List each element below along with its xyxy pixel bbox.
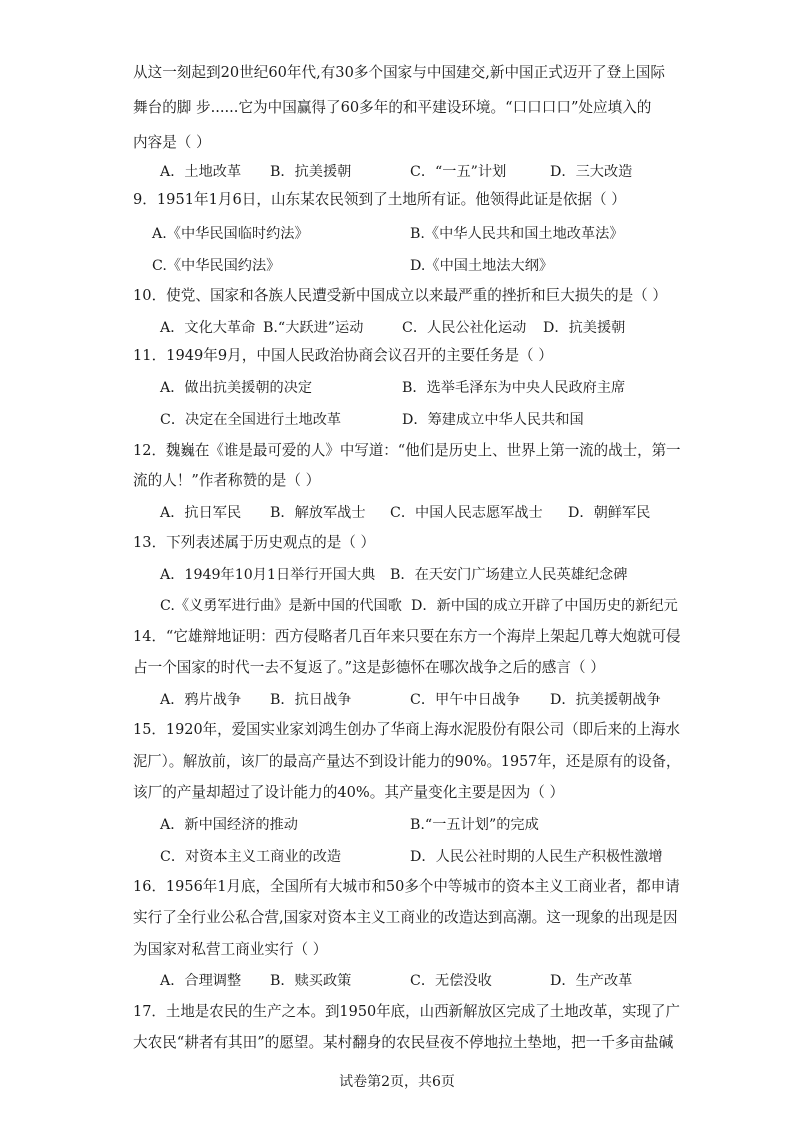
q8-line-1: 从这一刻起到20世纪60年代,有30多个国家与中国建交,新中国正式迈开了登上国际 [133, 64, 665, 81]
q8-option-d: D．三大改造 [550, 164, 633, 180]
q16-line-3: 为国家对私营工商业实行（ ） [133, 941, 328, 958]
q11-option-b: B．选举毛泽东为中央人民政府主席 [402, 380, 626, 396]
q8-option-a: A．土地改革 [160, 164, 242, 180]
q10-option-d: D．抗美援朝 [543, 320, 626, 336]
q17-line-2: 大农民“耕者有其田”的愿望。某村翻身的农民昼夜不停地拉土垫地，把一千多亩盐碱 [133, 1034, 674, 1051]
q15-option-a: A．新中国经济的推动 [160, 817, 298, 833]
q10-option-a: A．文化大革命 [160, 320, 256, 336]
q11-option-d: D．筹建成立中华人民共和国 [402, 412, 584, 428]
q14-option-b: B．抗日战争 [270, 692, 352, 708]
q12-line-2: 流的人！”作者称赞的是（ ） [133, 472, 321, 489]
q12-option-a: A．抗日军民 [160, 505, 242, 521]
page-footer: 试卷第2页，共6页 [339, 1074, 455, 1090]
q13-option-a: A．1949年10月1日举行开国大典 [160, 567, 376, 583]
q8-line-3: 内容是（ ） [133, 134, 211, 151]
q9-option-b: B.《中华人民共和国土地改革法》 [410, 226, 624, 242]
q12-option-b: B．解放军战士 [270, 505, 366, 521]
q16-line-2: 实行了全行业公私合营,国家对资本主义工商业的改造达到高潮。这一现象的出现是因 [133, 909, 678, 926]
q17-line-1: 17．土地是农民的生产之本。到1950年底，山西新解放区完成了土地改革，实现了广 [133, 1003, 680, 1020]
q14-option-d: D．抗美援朝战争 [550, 692, 661, 708]
q12-option-c: C．中国人民志愿军战士 [390, 505, 543, 521]
q12-line-1: 12．魏巍在《谁是最可爱的人》中写道：“他们是历史上、世界上第一流的战士，第一 [133, 442, 681, 459]
q12-option-d: D．朝鲜军民 [568, 505, 651, 521]
q14-line-2: 占一个国家的时代一去不复返了。”这是彭德怀在哪次战争之后的感言（ ） [133, 659, 605, 676]
q15-line-2: 泥厂）。解放前，该厂的最高产量达不到设计能力的90%。1957年，还是原有的设备， [133, 753, 681, 770]
q8-option-b: B．抗美援朝 [270, 164, 352, 180]
q11-option-a: A．做出抗美援朝的决定 [160, 380, 313, 396]
q15-line-3: 该厂的产量却超过了设计能力的40%。其产量变化主要是因为（ ） [133, 784, 565, 801]
q10-stem: 10．使党、国家和各族人民遭受新中国成立以来最严重的挫折和巨大损失的是（ ） [133, 287, 667, 304]
q16-option-a: A．合理调整 [160, 973, 242, 989]
q13-option-c: C.《义勇军进行曲》是新中国的代国歌 [160, 598, 402, 614]
q15-option-d: D．人民公社时期的人民生产积极性激增 [410, 849, 663, 865]
q14-option-c: C．甲午中日战争 [410, 692, 521, 708]
q13-option-d: D．新中国的成立开辟了中国历史的新纪元 [411, 598, 678, 614]
q13-stem: 13．下列表述属于历史观点的是（ ） [133, 534, 376, 551]
q8-option-c: C．“一五”计划 [410, 164, 507, 180]
q15-option-c: C．对资本主义工商业的改造 [160, 849, 342, 865]
q14-line-1: 14．“它雄辩地证明：西方侵略者几百年来只要在东方一个海岸上架起几尊大炮就可侵 [133, 628, 681, 645]
q8-line-2: 舞台的脚 步......它为中国赢得了60多年的和平建设环境。“口口口口”处应填入的 [133, 99, 652, 116]
q16-option-d: D．生产改革 [550, 973, 633, 989]
q9-stem: 9．1951年1月6日，山东某农民领到了土地所有证。他领得此证是依据（ ） [133, 191, 626, 208]
q9-option-d: D.《中国土地法大纲》 [410, 258, 554, 274]
q11-option-c: C．决定在全国进行土地改革 [160, 412, 342, 428]
q13-option-b: B．在天安门广场建立人民英雄纪念碑 [390, 567, 628, 583]
q15-line-1: 15．1920年，爱国实业家刘鸿生创办了华商上海水泥股份有限公司（即后来的上海水 [133, 721, 680, 738]
q9-option-c: C.《中华民国约法》 [152, 258, 281, 274]
q16-option-c: C．无偿没收 [410, 973, 492, 989]
q15-option-b: B.“一五计划”的完成 [410, 817, 539, 833]
q10-option-c: C．人民公社化运动 [402, 320, 527, 336]
q14-option-a: A．鸦片战争 [160, 692, 242, 708]
q16-option-b: B．赎买政策 [270, 973, 352, 989]
q9-option-a: A.《中华民国临时约法》 [152, 226, 309, 242]
q16-line-1: 16．1956年1月底，全国所有大城市和50多个中等城市的资本主义工商业者，都申请 [133, 878, 680, 895]
q11-stem: 11．1949年9月，中国人民政治协商会议召开的主要任务是（ ） [133, 347, 553, 364]
q10-option-b: B.“大跃进”运动 [263, 320, 364, 336]
